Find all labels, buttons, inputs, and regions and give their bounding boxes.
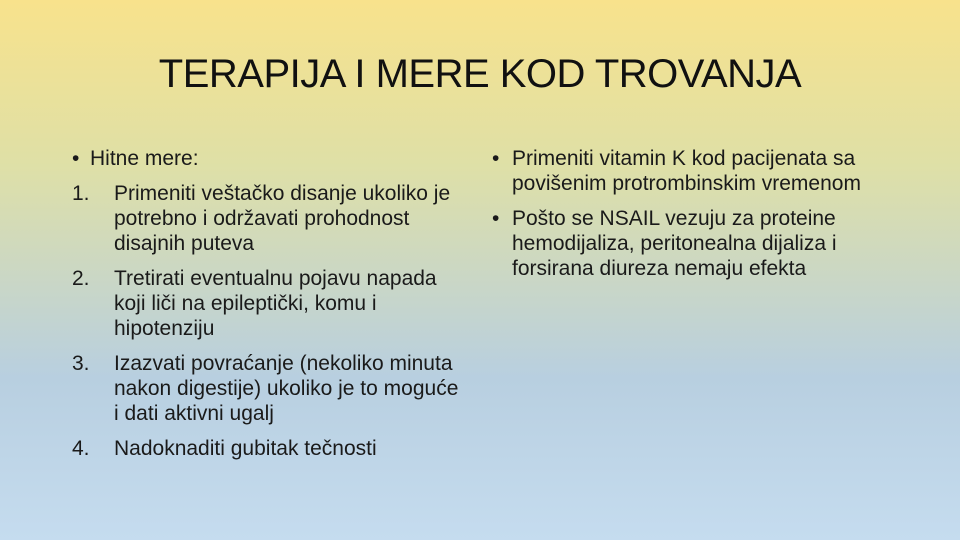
item-text: Nadoknaditi gubitak tečnosti [114,437,377,460]
item-number: 2. [72,267,90,290]
right-column [492,146,892,281]
bullet-text: Pošto se NSAIL vezuju za proteine hemodijaliza, peritonealna dijaliza i forsirana diureza nemaju efekta [512,207,837,280]
item-text: Tretirati eventualnu pojavu napada koji liči na epileptički, komu i hipotenziju [114,267,437,340]
item-number: 4. [72,437,90,460]
numbered-item-1 [72,181,462,256]
item-text: Izazvati povraćanje (nekoliko minuta nakon digestije) ukoliko je to moguće i dati aktivni ugalj [114,352,459,425]
bullet-text: Primeniti vitamin K kod pacijenata sa povišenim protrombinskim vremenom [512,147,861,195]
bullet-item-hitne-mere [72,146,462,171]
numbered-item-2 [72,266,462,341]
numbered-item-3 [72,351,462,426]
bullet-item-vitamin-k [492,146,892,196]
slide-title: TERAPIJA I MERE KOD TROVANJA [158,52,802,96]
bullet-icon: • [492,207,500,230]
bullet-icon: • [492,147,500,170]
item-text: Primeniti veštačko disanje ukoliko je potrebno i održavati prohodnost disajnih puteva [114,182,451,255]
item-number: 1. [72,182,90,205]
bullet-item-nsail [492,206,892,281]
bullet-text: Hitne mere: [90,147,199,170]
left-column [72,146,462,461]
bullet-icon: • [72,147,80,170]
item-number: 3. [72,352,90,375]
numbered-item-4 [72,436,462,461]
